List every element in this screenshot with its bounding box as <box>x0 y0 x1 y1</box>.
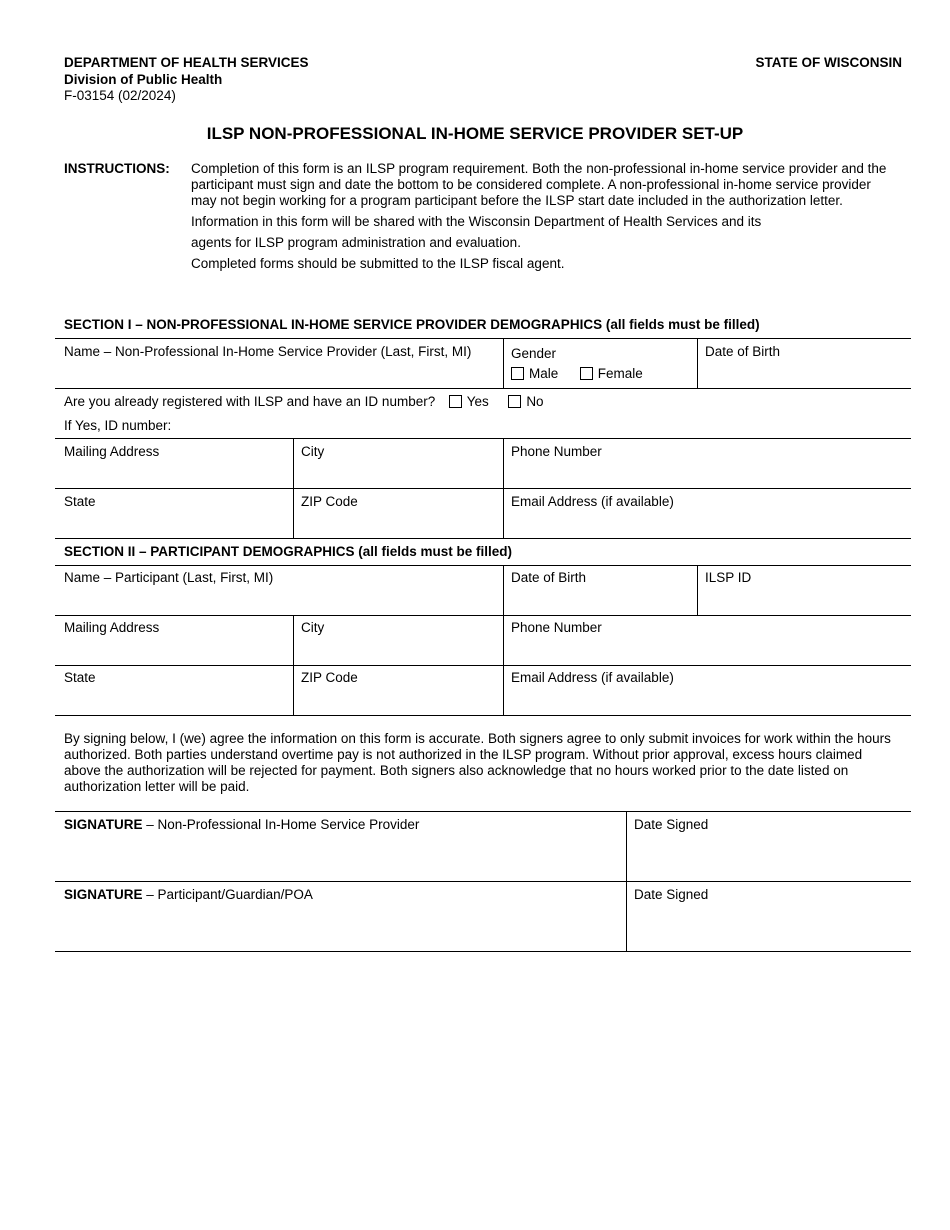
divider <box>626 811 627 951</box>
instructions-label: INSTRUCTIONS: <box>64 161 170 176</box>
divider <box>697 338 698 388</box>
form-number: F-03154 (02/2024) <box>64 88 176 103</box>
agreement-text: By signing below, I (we) agree the information on this form is accurate. Both signers agree to only submit invoices for work within the hours authorized. Both parties understand overtime pay is not authorized in the ILSP program. Without prior approval, excess hours claimed above the authorization will be rejected for payment. Both signers also acknowledge that no hours worked prior to the date listed on authorization letter will be paid. <box>64 731 891 794</box>
provider-name-field[interactable]: Name – Non-Professional In-Home Service Provider (Last, First, MI) <box>64 344 472 359</box>
participant-zip-field[interactable]: ZIP Code <box>301 670 358 685</box>
divider <box>55 951 911 952</box>
divider <box>55 615 911 616</box>
provider-dob-field[interactable]: Date of Birth <box>705 344 781 359</box>
ilsp-id-number-field[interactable]: If Yes, ID number: <box>64 418 172 433</box>
registered-question: Are you already registered with ILSP and have an ID number? <box>64 394 436 409</box>
divider <box>55 881 911 882</box>
yes-label: Yes <box>466 394 489 409</box>
participant-date-signed-field[interactable]: Date Signed <box>634 887 709 902</box>
instructions-paragraph-4: Completed forms should be submitted to the ILSP fiscal agent. <box>191 256 565 271</box>
divider <box>55 665 911 666</box>
divider <box>697 565 698 615</box>
instructions-paragraph-1: Completion of this form is an ILSP program requirement. Both the non-professional in-home service provider and the participant must sign and date the bottom to be considered complete. A non-professional in-home service provider may not begin working for a program participant before the ILSP start date included in the authorization letter. <box>191 161 887 208</box>
provider-phone-field[interactable]: Phone Number <box>511 444 602 459</box>
form-title: ILSP NON-PROFESSIONAL IN-HOME SERVICE PROVIDER SET-UP <box>206 124 744 143</box>
instructions-paragraph-3: agents for ILSP program administration and evaluation. <box>191 235 521 250</box>
divider <box>55 488 911 489</box>
participant-mailing-address-field[interactable]: Mailing Address <box>64 620 160 635</box>
provider-date-signed-field[interactable]: Date Signed <box>634 817 709 832</box>
instructions-body <box>191 161 896 277</box>
signature-word: SIGNATURE <box>64 817 143 832</box>
provider-state-field[interactable]: State <box>64 494 96 509</box>
participant-state-field[interactable]: State <box>64 670 96 685</box>
registered-no-checkbox[interactable] <box>508 395 521 408</box>
gender-label: Gender <box>511 346 557 361</box>
divider <box>55 565 911 566</box>
divider <box>503 338 504 388</box>
female-checkbox[interactable] <box>580 367 593 380</box>
divider <box>55 538 911 539</box>
section-1-title: SECTION I – NON-PROFESSIONAL IN-HOME SERVICE PROVIDER DEMOGRAPHICS (all fields must be filled) <box>64 317 760 332</box>
divider <box>503 565 504 715</box>
no-label: No <box>526 394 544 409</box>
participant-email-field[interactable]: Email Address (if available) <box>511 670 674 685</box>
division-name: Division of Public Health <box>64 71 223 87</box>
department-name: DEPARTMENT OF HEALTH SERVICES <box>64 55 309 70</box>
provider-city-field[interactable]: City <box>301 444 325 459</box>
participant-phone-field[interactable]: Phone Number <box>511 620 602 635</box>
provider-mailing-address-field[interactable]: Mailing Address <box>64 444 160 459</box>
male-label: Male <box>529 366 559 381</box>
agency-header <box>64 55 309 105</box>
divider <box>55 338 911 339</box>
participant-dob-field[interactable]: Date of Birth <box>511 570 587 585</box>
registered-row <box>64 394 544 409</box>
provider-zip-field[interactable]: ZIP Code <box>301 494 358 509</box>
divider <box>293 438 294 538</box>
state-name: STATE OF WISCONSIN <box>755 55 902 70</box>
participant-signature-label: – Participant/Guardian/POA <box>146 887 313 902</box>
divider <box>55 715 911 716</box>
participant-signature-field[interactable] <box>64 887 313 902</box>
divider <box>55 438 911 439</box>
registered-yes-checkbox[interactable] <box>449 395 462 408</box>
provider-signature-label: – Non-Professional In-Home Service Provider <box>146 817 420 832</box>
participant-city-field[interactable]: City <box>301 620 325 635</box>
female-label: Female <box>597 366 643 381</box>
gender-options <box>511 366 643 381</box>
divider <box>503 438 504 538</box>
participant-ilsp-id-field[interactable]: ILSP ID <box>705 570 752 585</box>
participant-name-field[interactable]: Name – Participant (Last, First, MI) <box>64 570 274 585</box>
divider <box>55 811 911 812</box>
divider <box>293 615 294 715</box>
section-2-title: SECTION II – PARTICIPANT DEMOGRAPHICS (all fields must be filled) <box>64 544 513 559</box>
instructions-paragraph-2: Information in this form will be shared with the Wisconsin Department of Health Services and its <box>191 214 762 229</box>
provider-signature-field[interactable] <box>64 817 419 832</box>
male-checkbox[interactable] <box>511 367 524 380</box>
signature-word: SIGNATURE <box>64 887 143 902</box>
divider <box>55 388 911 389</box>
provider-email-field[interactable]: Email Address (if available) <box>511 494 674 509</box>
